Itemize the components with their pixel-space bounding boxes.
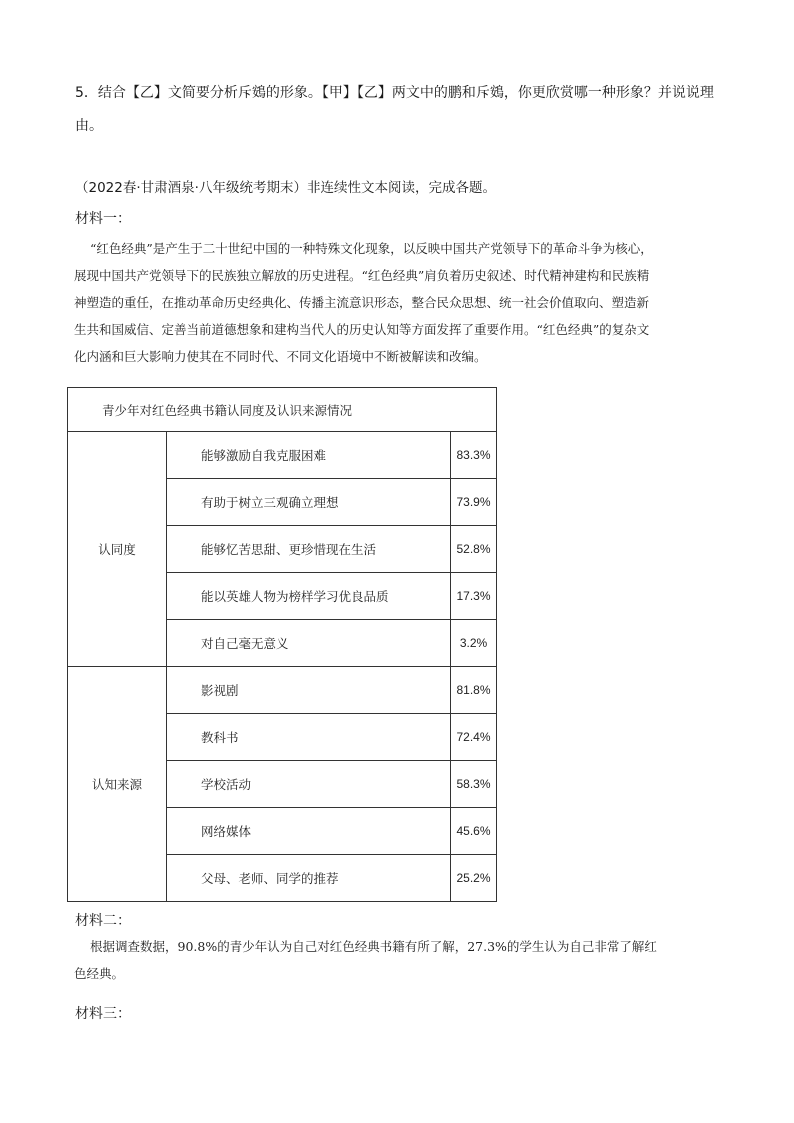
table-item: 能以英雄人物为榜样学习优良品质 xyxy=(167,573,451,620)
material-1-line: 化内涵和巨大影响力使其在不同时代、不同文化语境中不断被解读和改编。 xyxy=(74,349,487,364)
material-2-paragraph xyxy=(74,933,730,987)
material-1-paragraph xyxy=(74,235,730,370)
table-item: 对自己毫无意义 xyxy=(167,620,451,667)
table-item: 教科书 xyxy=(167,714,451,761)
table-percent: 72.4% xyxy=(451,714,497,761)
table-row xyxy=(68,667,497,714)
table-row xyxy=(68,432,497,479)
survey-table xyxy=(67,387,497,902)
table-percent: 17.3% xyxy=(451,573,497,620)
table-category: 认同度 xyxy=(68,432,167,667)
table-item: 有助于树立三观确立理想 xyxy=(167,479,451,526)
material-1-line: 神塑造的重任，在推动革命历史经典化、传播主流意识形态，整合民众思想、统一社会价值取向、塑造新 xyxy=(74,295,650,310)
table-percent: 45.6% xyxy=(451,808,497,855)
table-item: 网络媒体 xyxy=(167,808,451,855)
table-item: 能够忆苦思甜、更珍惜现在生活 xyxy=(167,526,451,573)
question-5-line-2: 由。 xyxy=(75,118,103,134)
table-percent: 81.8% xyxy=(451,667,497,714)
table-percent: 25.2% xyxy=(451,855,497,902)
material-1-heading: 材料一： xyxy=(75,211,131,227)
table-item: 影视剧 xyxy=(167,667,451,714)
table-percent: 52.8% xyxy=(451,526,497,573)
table-percent: 3.2% xyxy=(451,620,497,667)
material-1-line: 展现中国共产党领导下的民族独立解放的历史进程。“红色经典”肩负着历史叙述、时代精神建构和民族精 xyxy=(74,268,650,283)
question-5-line-1: 5．结合【乙】文简要分析斥鴳的形象。【甲】【乙】两文中的鹏和斥鴳，你更欣赏哪一种形象？并说说理 xyxy=(75,85,714,101)
table-percent: 83.3% xyxy=(451,432,497,479)
table-percent: 73.9% xyxy=(451,479,497,526)
table-item: 父母、老师、同学的推荐 xyxy=(167,855,451,902)
material-2-line: 根据调查数据，90.8%的青少年认为自己对红色经典书籍有所了解，27.3%的学生认为自己非常了解红 xyxy=(90,939,657,954)
material-2-line: 色经典。 xyxy=(74,966,125,981)
material-1-line: “红色经典”是产生于二十世纪中国的一种特殊文化现象，以反映中国共产党领导下的革命斗争为核心， xyxy=(90,241,653,256)
table-title: 青少年对红色经典书籍认同度及认识来源情况 xyxy=(68,388,497,432)
table-percent: 58.3% xyxy=(451,761,497,808)
table-item: 学校活动 xyxy=(167,761,451,808)
material-3-heading: 材料三： xyxy=(75,1006,131,1022)
material-2-heading: 材料二： xyxy=(75,913,131,929)
material-1-line: 生共和国威信、定善当前道德想象和建构当代人的历史认知等方面发挥了重要作用。“红色经典”的复杂文 xyxy=(74,322,650,337)
table-item: 能够激励自我克服困难 xyxy=(167,432,451,479)
source-note: （2022春·甘肃酒泉·八年级统考期末）非连续性文本阅读，完成各题。 xyxy=(75,180,496,196)
table-category: 认知来源 xyxy=(68,667,167,902)
